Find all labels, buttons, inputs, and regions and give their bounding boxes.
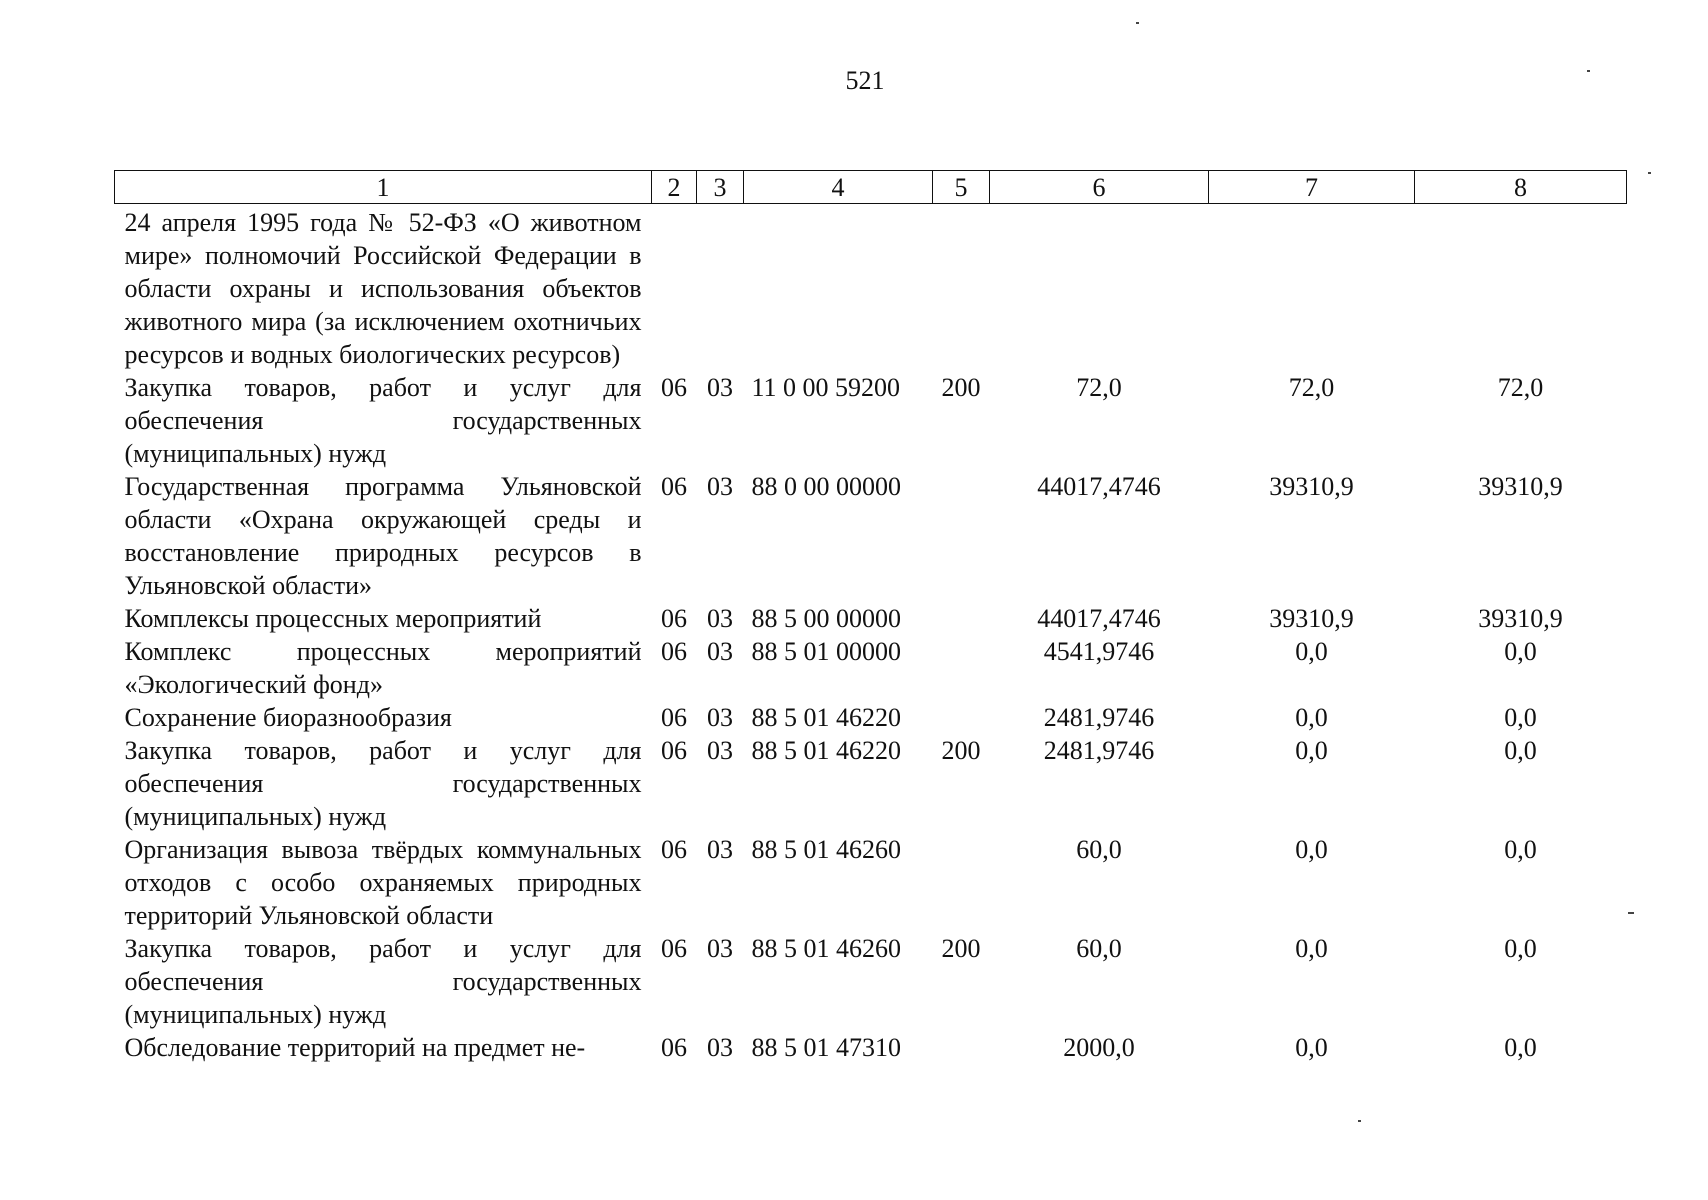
row-expense-type: 200 (941, 934, 981, 963)
row-value-col8: 72,0 (1497, 373, 1544, 402)
row-value-col7: 39310,9 (1269, 472, 1354, 501)
row-section: 06 (661, 637, 687, 666)
row-value-col8: 0,0 (1504, 703, 1537, 732)
header-col-4: 4 (744, 171, 933, 204)
table-row (115, 932, 1627, 1031)
table-body (115, 204, 1627, 1065)
table-row (115, 371, 1627, 470)
row-value-col8: 39310,9 (1478, 604, 1563, 633)
row-value-col6: 2000,0 (1063, 1033, 1135, 1062)
row-value-col8: 0,0 (1504, 637, 1537, 666)
row-section: 06 (661, 1033, 687, 1062)
row-name: Закупка товаров, работ и услуг для обеспечения государственных (муниципальных) нужд (124, 934, 642, 1029)
scan-speck (1648, 172, 1651, 174)
row-section: 06 (661, 934, 687, 963)
row-value-col7: 0,0 (1295, 1033, 1328, 1062)
header-col-6: 6 (990, 171, 1209, 204)
row-subsection: 03 (707, 373, 733, 402)
row-expense-type (933, 635, 990, 701)
row-value-col6: 72,0 (1076, 373, 1122, 402)
row-value-col6: 2481,9746 (1043, 736, 1155, 765)
scan-speck (1136, 22, 1139, 24)
table-row (115, 602, 1627, 635)
table-row (115, 734, 1627, 833)
row-target-article: 88 5 00 00000 (751, 604, 901, 633)
row-value-col7: 0,0 (1295, 703, 1328, 732)
row-section: 06 (661, 703, 687, 732)
budget-table (114, 170, 1627, 1064)
row-subsection: 03 (707, 934, 733, 963)
row-section: 06 (661, 373, 687, 402)
row-section: 06 (661, 604, 687, 633)
row-value-col7: 0,0 (1295, 835, 1328, 864)
header-col-8: 8 (1415, 171, 1627, 204)
row-name: Комплексы процессных мероприятий (124, 604, 542, 633)
header-col-1: 1 (115, 171, 652, 204)
row-name: 24 апреля 1995 года № 52-ФЗ «О животном мире» полномочий Российской Федерации в области охраны и использования объектов животного мира (за исключением охотничьих ресурсов и водных биологических ресурсов) (124, 208, 642, 369)
row-target-article: 88 5 01 46220 (751, 703, 901, 732)
row-value-col7: 39310,9 (1269, 604, 1354, 633)
row-subsection: 03 (707, 1033, 733, 1062)
row-value-col6: 60,0 (1076, 934, 1122, 963)
row-value-col8: 0,0 (1504, 934, 1537, 963)
header-col-7: 7 (1209, 171, 1415, 204)
row-value-col8: 39310,9 (1478, 472, 1563, 501)
row-target-article: 88 5 01 46220 (751, 736, 901, 765)
row-expense-type (933, 470, 990, 602)
row-value-col6: 4541,9746 (1043, 637, 1155, 666)
row-expense-type: 200 (941, 373, 981, 402)
scan-speck (1628, 912, 1634, 914)
table-row (115, 204, 1627, 372)
row-name: Организация вывоза твёрдых коммунальных отходов с особо охраняемых природных территорий Ульяновской области (124, 835, 642, 930)
row-target-article: 88 5 01 46260 (751, 835, 901, 864)
row-value-col8: 0,0 (1504, 1033, 1537, 1062)
header-col-3: 3 (697, 171, 744, 204)
row-name: Закупка товаров, работ и услуг для обеспечения государственных (муниципальных) нужд (124, 373, 642, 468)
row-value-col6: 60,0 (1076, 835, 1122, 864)
row-target-article: 88 5 01 46260 (751, 934, 901, 963)
table-row (115, 833, 1627, 932)
header-col-2: 2 (652, 171, 697, 204)
scan-speck (1587, 70, 1590, 72)
table-row (115, 470, 1627, 602)
header-row (115, 171, 1627, 204)
row-value-col6: 44017,4746 (1037, 472, 1161, 501)
row-value-col7: 72,0 (1288, 373, 1335, 402)
table-row (115, 701, 1627, 734)
page-number: 521 (845, 66, 885, 95)
row-expense-type: 200 (941, 736, 981, 765)
scan-speck (1358, 1120, 1361, 1122)
row-value-col7: 0,0 (1295, 934, 1328, 963)
row-name: Сохранение биоразнообразия (124, 703, 452, 732)
row-section: 06 (661, 736, 687, 765)
header-col-5: 5 (933, 171, 990, 204)
row-expense-type (933, 701, 990, 734)
row-value-col6: 2481,9746 (1043, 703, 1155, 732)
row-value-col8 (1415, 204, 1627, 372)
row-subsection: 03 (707, 472, 733, 501)
row-value-col8: 0,0 (1504, 835, 1537, 864)
row-subsection (697, 204, 744, 372)
row-subsection: 03 (707, 835, 733, 864)
row-subsection: 03 (707, 736, 733, 765)
row-value-col7: 0,0 (1295, 637, 1328, 666)
row-expense-type (933, 602, 990, 635)
row-section: 06 (661, 835, 687, 864)
row-target-article (744, 204, 933, 372)
row-value-col6: 44017,4746 (1037, 604, 1161, 633)
row-target-article: 88 5 01 00000 (751, 637, 901, 666)
row-name: Обследование территорий на предмет не- (124, 1033, 586, 1062)
row-name: Закупка товаров, работ и услуг для обеспечения государственных (муниципальных) нужд (124, 736, 642, 831)
row-section (652, 204, 697, 372)
row-expense-type (933, 1031, 990, 1064)
row-value-col6 (990, 204, 1209, 372)
table-row (115, 1031, 1627, 1064)
row-subsection: 03 (707, 637, 733, 666)
row-section: 06 (661, 472, 687, 501)
row-subsection: 03 (707, 703, 733, 732)
row-subsection: 03 (707, 604, 733, 633)
row-target-article: 11 0 00 59200 (751, 373, 901, 402)
table-row (115, 635, 1627, 701)
row-name: Комплекс процессных мероприятий «Экологический фонд» (124, 637, 642, 699)
row-name: Государственная программа Ульяновской области «Охрана окружающей среды и восстановление природных ресурсов в Ульяновской области» (124, 472, 642, 600)
row-expense-type (933, 833, 990, 932)
row-target-article: 88 0 00 00000 (751, 472, 901, 501)
row-value-col7 (1209, 204, 1415, 372)
row-target-article: 88 5 01 47310 (751, 1033, 901, 1062)
row-expense-type (933, 204, 990, 372)
row-value-col7: 0,0 (1295, 736, 1328, 765)
row-value-col8: 0,0 (1504, 736, 1537, 765)
table-header (115, 171, 1627, 204)
